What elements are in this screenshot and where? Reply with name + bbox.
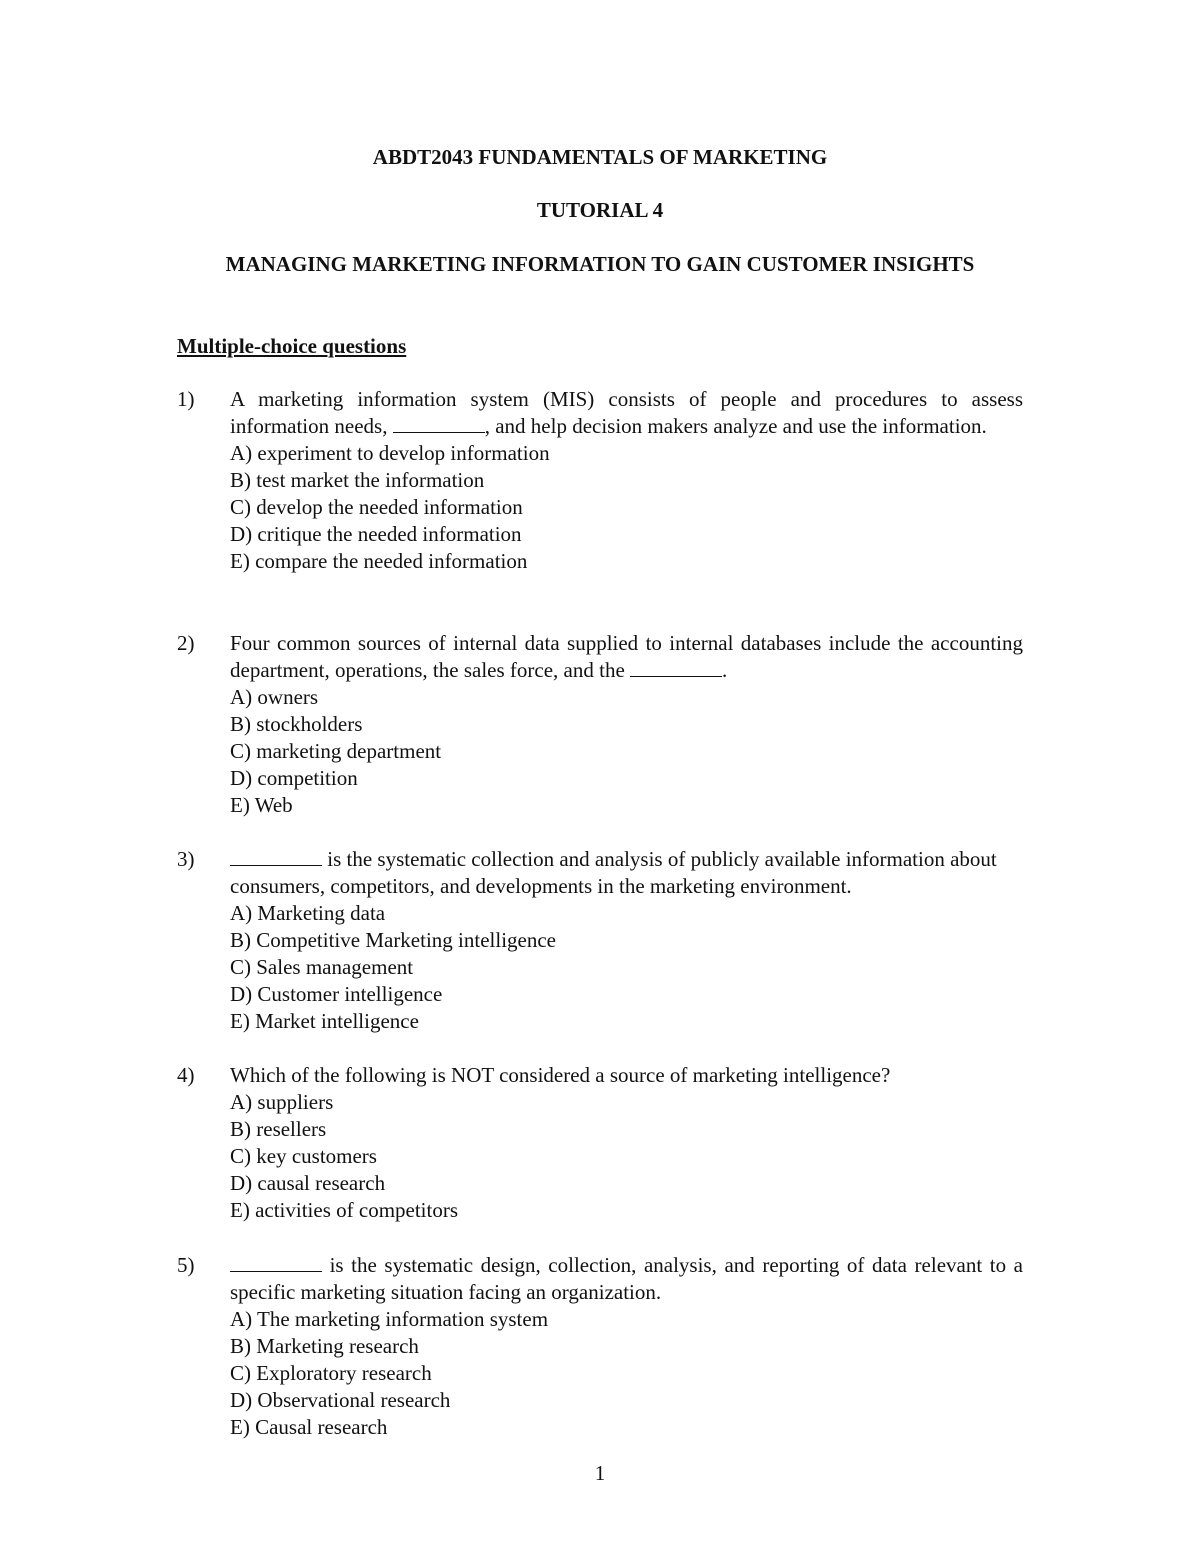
question-number: 4) — [177, 1063, 195, 1087]
option-b: B) Competitive Marketing intelligence — [230, 928, 557, 952]
option-c: C) marketing department — [230, 739, 442, 763]
option-e: E) Web — [230, 793, 293, 817]
option-b: B) resellers — [230, 1117, 327, 1141]
question-text: A marketing information system (MIS) consists of people and procedures to assess information needs, , and help decision makers analyze and use the information. — [230, 387, 1023, 438]
option-d: D) causal research — [230, 1171, 386, 1195]
option-b: B) stockholders — [230, 712, 363, 736]
question-text: is the systematic collection and analysis of publicly available information about consumers, competitors, and developments in the marketing environment. — [230, 847, 997, 898]
option-c: C) Exploratory research — [230, 1361, 432, 1385]
option-c: C) Sales management — [230, 955, 414, 979]
option-e: E) Causal research — [230, 1415, 388, 1439]
option-d: D) critique the needed information — [230, 522, 522, 546]
question-text: is the systematic design, collection, analysis, and reporting of data relevant to a specific marketing situation facing an organization. — [230, 1253, 1023, 1304]
question-number: 1) — [177, 387, 195, 411]
answer-blank — [230, 1253, 322, 1272]
option-e: E) activities of competitors — [230, 1198, 459, 1222]
question-3 — [177, 846, 1023, 1035]
question-1 — [177, 386, 1023, 575]
option-c: C) develop the needed information — [230, 495, 523, 519]
question-number: 5) — [177, 1253, 195, 1277]
answer-blank — [393, 414, 485, 433]
option-a: A) The marketing information system — [230, 1307, 549, 1331]
tutorial-title: TUTORIAL 4 — [536, 198, 664, 222]
option-a: A) experiment to develop information — [230, 441, 550, 465]
question-4 — [177, 1062, 1023, 1224]
option-c: C) key customers — [230, 1144, 377, 1168]
topic-title: MANAGING MARKETING INFORMATION TO GAIN CUSTOMER INSIGHTS — [225, 252, 975, 276]
question-text: Four common sources of internal data supplied to internal databases include the accounting department, operations, the sales force, and the . — [230, 631, 1023, 682]
option-e: E) Market intelligence — [230, 1009, 419, 1033]
page-number: 1 — [594, 1461, 606, 1485]
option-a: A) suppliers — [230, 1090, 334, 1114]
question-2 — [177, 630, 1023, 819]
option-b: B) Marketing research — [230, 1334, 419, 1358]
option-d: D) Customer intelligence — [230, 982, 443, 1006]
question-number: 3) — [177, 847, 195, 871]
question-text: Which of the following is NOT considered a source of marketing intelligence? — [230, 1063, 891, 1087]
question-number: 2) — [177, 631, 195, 655]
course-title: ABDT2043 FUNDAMENTALS OF MARKETING — [372, 145, 828, 169]
answer-blank — [230, 847, 322, 866]
option-a: A) Marketing data — [230, 901, 386, 925]
section-title: Multiple-choice questions — [177, 334, 407, 358]
option-d: D) Observational research — [230, 1388, 451, 1412]
question-5 — [177, 1252, 1023, 1441]
option-d: D) competition — [230, 766, 358, 790]
option-b: B) test market the information — [230, 468, 485, 492]
option-a: A) owners — [230, 685, 319, 709]
option-e: E) compare the needed information — [230, 549, 528, 573]
answer-blank — [630, 658, 722, 677]
